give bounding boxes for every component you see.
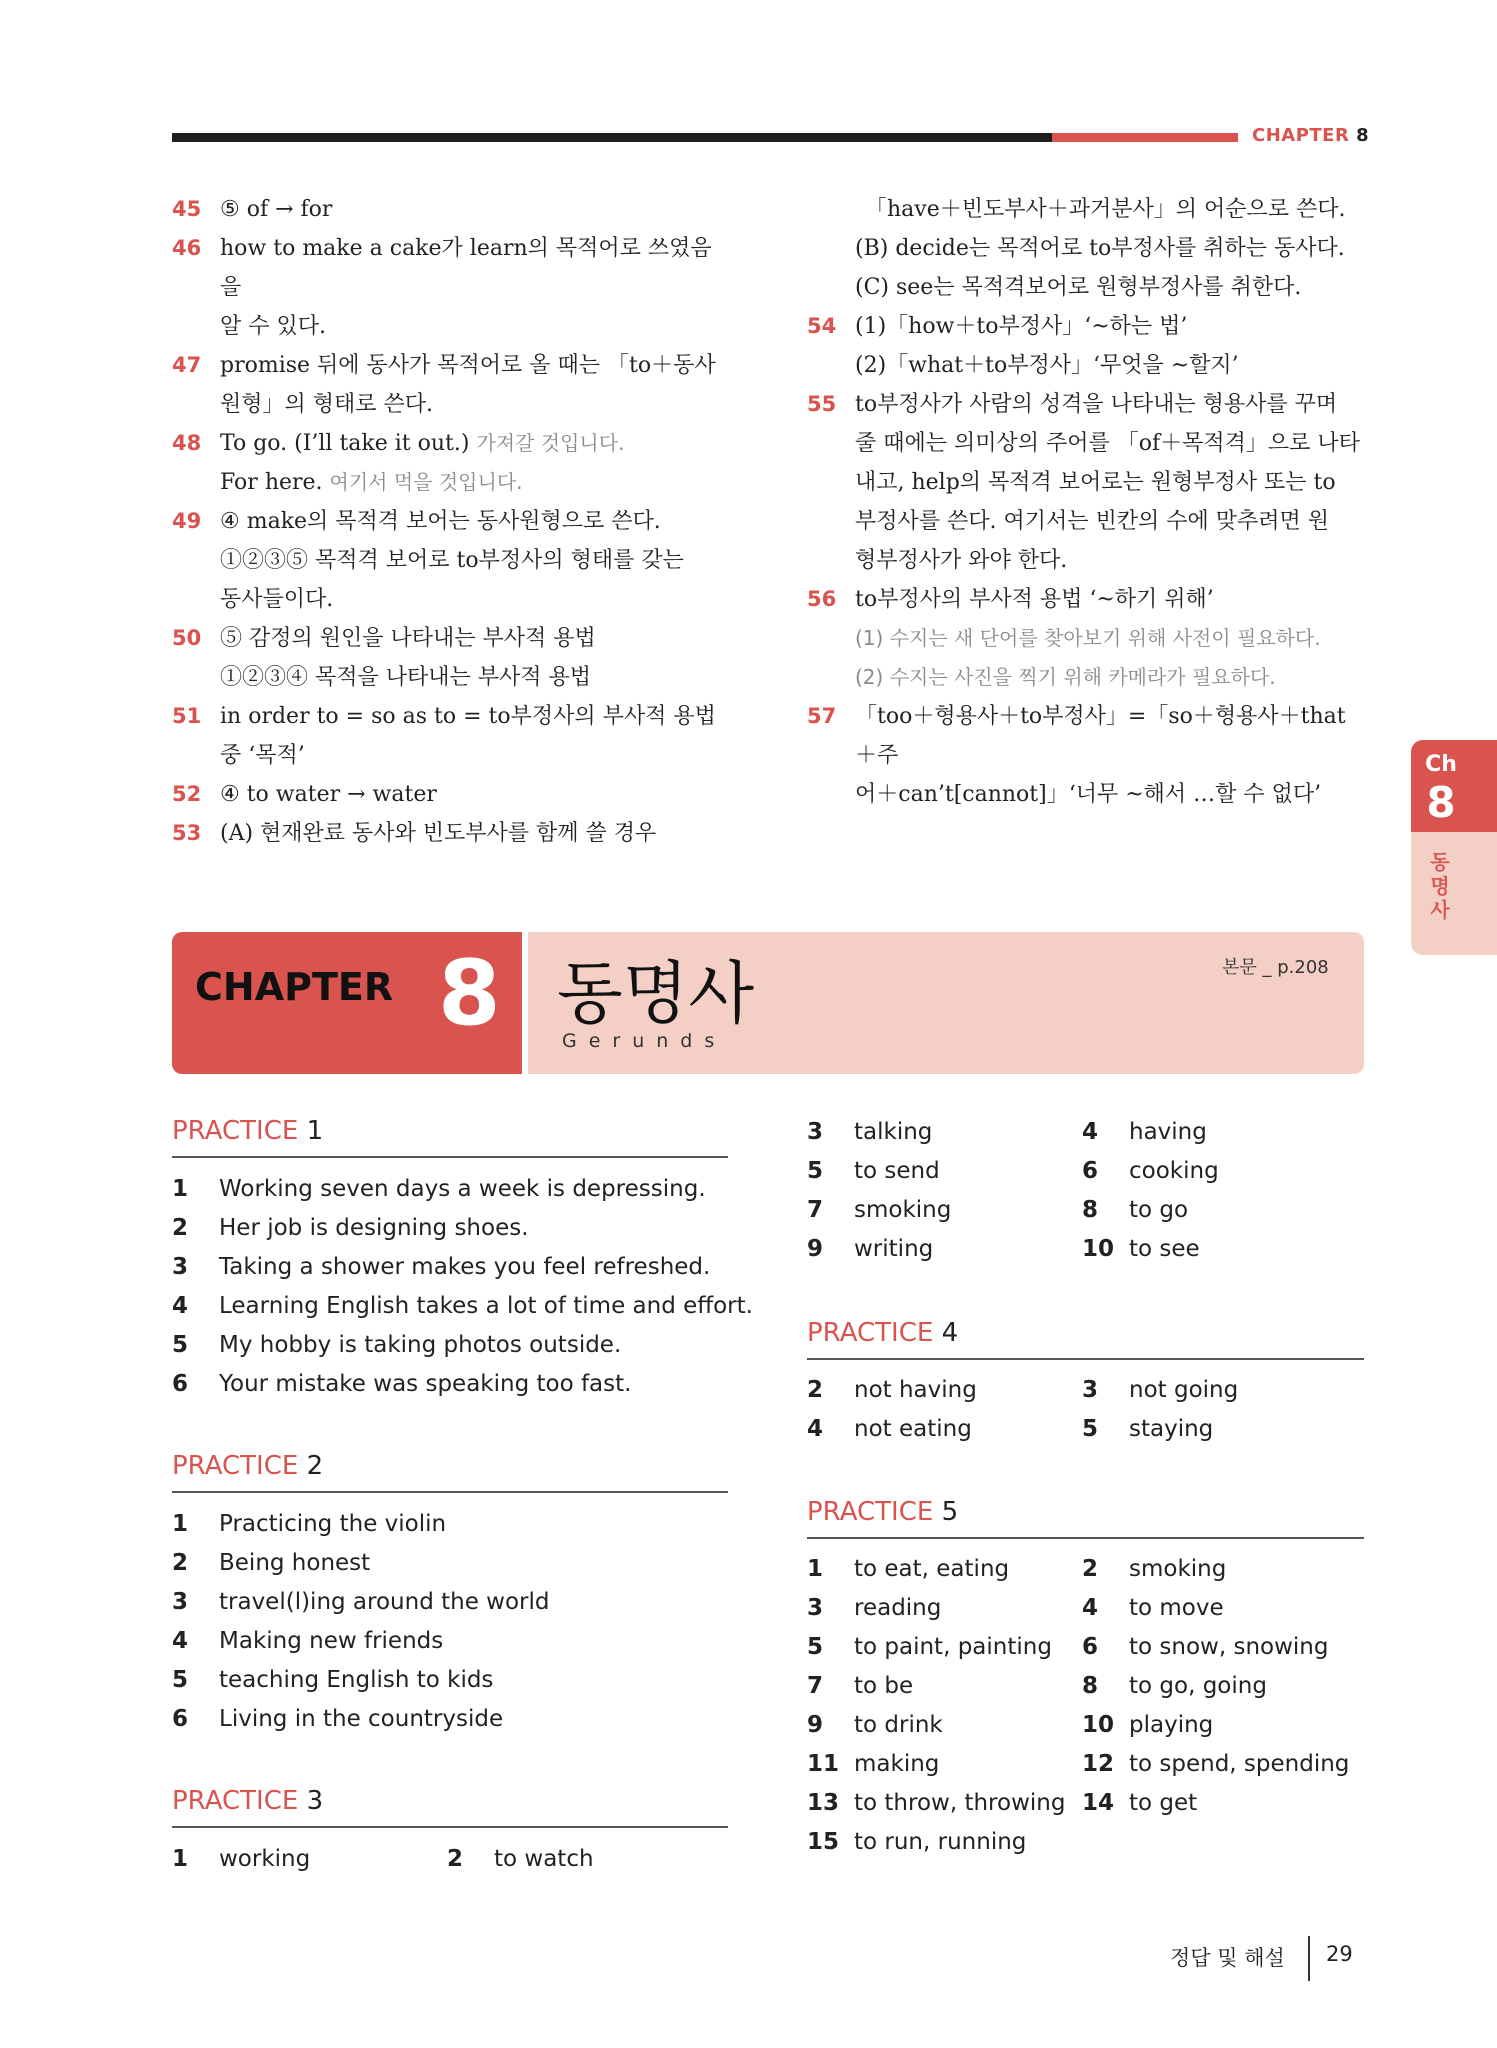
list-item: 2 Being honest	[172, 1550, 371, 1576]
list-item: 2 not having	[807, 1377, 977, 1403]
practice5-list	[807, 1550, 1357, 1862]
list-item: 4 having	[1082, 1119, 1207, 1145]
list-item: 10 to see	[1082, 1236, 1200, 1262]
practice2-list	[172, 1505, 550, 1739]
page-number: 29	[1326, 1942, 1353, 1966]
practice1-rule	[172, 1156, 728, 1158]
answer-item: 51 in order to = so as to = to부정사의 부사적 용법 중 ‘목적’	[172, 704, 716, 768]
practice4-list	[807, 1371, 1357, 1449]
list-item: 2 smoking	[1082, 1556, 1227, 1582]
list-item: 5 staying	[1082, 1416, 1214, 1442]
practice5-title: PRACTICE 5	[807, 1497, 959, 1527]
running-header	[1252, 125, 1369, 146]
answer-item: 55 to부정사가 사람의 성격을 나타내는 형용사를 꾸며 줄 때에는 의미상의 주어를 「of＋목적격」으로 나타 내고, help의 목적격 보어로는 원형부정사 또는 to 부정사를 쓴다. 여기서는 빈칸의 수에 맞추려면 원 형부정사가 와야 한다.	[807, 392, 1360, 573]
list-item: 6 to snow, snowing	[1082, 1634, 1329, 1660]
header-rule-dark	[172, 133, 1052, 142]
list-item: 1 working	[172, 1846, 311, 1872]
answer-item-continued: 「have＋빈도부사＋과거분사」의 어순으로 쓴다. (B) decide는 목적어로 to부정사를 취하는 동사다. (C) see는 목적격보어로 원형부정사를 취한다.	[855, 197, 1346, 300]
list-item: 9 writing	[807, 1236, 934, 1262]
list-item: 4 not eating	[807, 1416, 972, 1442]
list-item: 3 talking	[807, 1119, 933, 1145]
answer-item: 48 To go. (I’ll take it out.) 가져갈 것입니다. For here. 여기서 먹을 것입니다.	[172, 431, 625, 495]
practice4-rule	[807, 1358, 1364, 1360]
list-item: 2 Her job is designing shoes.	[172, 1215, 529, 1241]
list-item: 8 to go, going	[1082, 1673, 1267, 1699]
list-item: 4 to move	[1082, 1595, 1224, 1621]
footer-divider	[1308, 1936, 1310, 1981]
list-item: 1 Practicing the violin	[172, 1511, 447, 1537]
answer-item: 57 「too＋형용사＋to부정사」=「so＋형용사＋that＋주 어＋can’t[cannot]」‘너무 ~해서 …할 수 없다’	[807, 704, 1346, 807]
list-item: 1 to eat, eating	[807, 1556, 1010, 1582]
list-item: 7 smoking	[807, 1197, 952, 1223]
side-tab-label: 동명사	[1430, 850, 1450, 922]
list-item: 3 Taking a shower makes you feel refreshed.	[172, 1254, 711, 1280]
answers-right	[807, 190, 1367, 814]
practice1-title: PRACTICE 1	[172, 1116, 324, 1146]
banner-title: 동명사	[557, 955, 755, 1034]
list-item: 6 cooking	[1082, 1158, 1219, 1184]
list-item: 3 travel(l)ing around the world	[172, 1589, 550, 1615]
practice3-rule	[172, 1826, 728, 1828]
list-item: 3 not going	[1082, 1377, 1239, 1403]
list-item: 7 to be	[807, 1673, 914, 1699]
running-header-label: CHAPTER	[1252, 125, 1350, 146]
answer-item: 49 ④ make의 목적격 보어는 동사원형으로 쓴다. ①②③⑤ 목적격 보어로 to부정사의 형태를 갖는 동사들이다.	[172, 509, 684, 612]
answer-item: 46 how to make a cake가 learn의 목적어로 쓰였음을 알 수 있다.	[172, 236, 712, 339]
practice3-list-b	[807, 1113, 1357, 1269]
banner-chapter-num: 8	[438, 941, 501, 1046]
list-item: 15 to run, running	[807, 1829, 1027, 1855]
list-item: 2 to watch	[447, 1846, 594, 1872]
practice2-rule	[172, 1491, 728, 1493]
list-item: 4 Making new friends	[172, 1628, 444, 1654]
side-tab-num: 8	[1426, 778, 1456, 827]
answer-item: 52 ④ to water → water	[172, 782, 437, 807]
answer-item: 56 to부정사의 부사적 용법 ‘~하기 위해’ (1) 수지는 새 단어를 찾아보기 위해 사전이 필요하다. (2) 수지는 사진을 찍기 위해 카메라가 필요하다.	[807, 587, 1321, 689]
practice3-title: PRACTICE 3	[172, 1786, 324, 1816]
list-item: 6 Your mistake was speaking too fast.	[172, 1371, 632, 1397]
footer-label: 정답 및 해설	[1170, 1946, 1285, 1970]
header-rule-accent	[1052, 133, 1238, 142]
list-item: 1 Working seven days a week is depressing.	[172, 1176, 706, 1202]
practice2-title: PRACTICE 2	[172, 1451, 324, 1481]
answer-item: 54 (1)「how＋to부정사」‘~하는 법’ (2)「what＋to부정사」‘무엇을 ~할지’	[807, 314, 1239, 378]
banner-page-ref: 본문 _ p.208	[1222, 957, 1329, 978]
list-item: 5 teaching English to kids	[172, 1667, 494, 1693]
banner-subtitle: Gerunds	[562, 1030, 727, 1052]
list-item: 8 to go	[1082, 1197, 1189, 1223]
list-item: 9 to drink	[807, 1712, 943, 1738]
practice5-rule	[807, 1537, 1364, 1539]
practice1-list	[172, 1170, 753, 1404]
list-item: 11 making	[807, 1751, 940, 1777]
list-item: 3 reading	[807, 1595, 942, 1621]
list-item: 5 to paint, painting	[807, 1634, 1052, 1660]
list-item: 13 to throw, throwing	[807, 1790, 1066, 1816]
list-item: 5 My hobby is taking photos outside.	[172, 1332, 622, 1358]
list-item: 10 playing	[1082, 1712, 1214, 1738]
answers-left	[172, 190, 732, 853]
list-item: 14 to get	[1082, 1790, 1198, 1816]
answer-item: 45 ⑤ of → for	[172, 197, 333, 222]
side-tab-ch: Ch	[1425, 752, 1457, 777]
practice3-list-a	[172, 1840, 722, 1879]
answer-item: 50 ⑤ 감정의 원인을 나타내는 부사적 용법 ①②③④ 목적을 나타내는 부사적 용법	[172, 626, 596, 690]
practice4-title: PRACTICE 4	[807, 1318, 959, 1348]
list-item: 5 to send	[807, 1158, 940, 1184]
answer-item: 53 (A) 현재완료 동사와 빈도부사를 함께 쓸 경우	[172, 821, 657, 846]
list-item: 12 to spend, spending	[1082, 1751, 1350, 1777]
list-item: 4 Learning English takes a lot of time and effort.	[172, 1293, 753, 1319]
list-item: 6 Living in the countryside	[172, 1706, 504, 1732]
answer-item: 47 promise 뒤에 동사가 목적어로 올 때는 「to＋동사 원형」의 형태로 쓴다.	[172, 353, 716, 417]
banner-chapter-label: CHAPTER	[195, 965, 394, 1009]
running-header-num: 8	[1356, 125, 1370, 146]
